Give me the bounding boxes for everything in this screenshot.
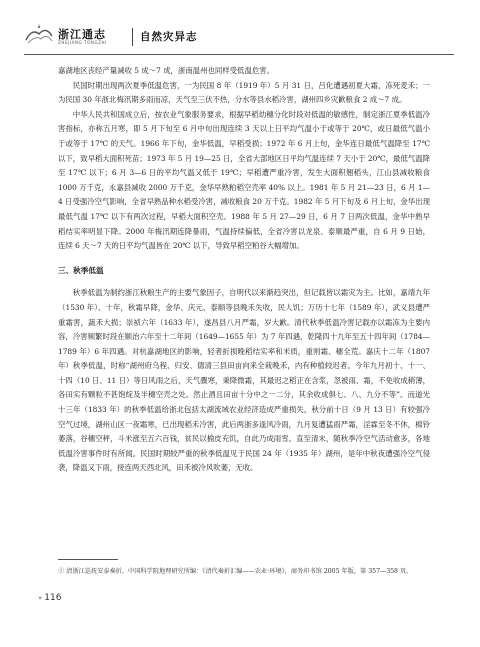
page-body (58, 64, 430, 476)
paragraph-prc-era: 中华人民共和国成立后，按农业气象服务要求，根据早稻幼穗分化时段对低温的敏感性，制定浙江夏季低温冷害指标，亦称五月寒，即 5 月下旬至 6 月中旬出现连续 3 天以上日平均气温小于或等于 20℃，或日最低气温小于或等于 17℃ 的天气。1966 年下旬，金华低温，早稻受损；1972 年 6 月上旬，金华连日最低气温降至 17℃ 以下，致早稻大面积死苗；1973 年 5 月 19—25 日，全省大部地区日平均气温连续 7 天小于 20℃，最低气温降至 17℃ 以下；6 月 3—6 日的平均气温又低于 19℃；早稻遭严重冷害，发生大面积翘稻头，江山县减收粮食 1000 万千克，永嘉县减收 2000 万千克，金华早熟粕稻空壳率 40% 以上。1981 年 5 月 21—23 日，6 月 1—4 日受强冷空气影响，全省早熟品种水稻受冷害，减收粮食 20 万千克。1982 年 5 月下旬及 6 月上旬，金华出现最低气温 17℃ 以下有两次过程，早稻大面积空壳。1988 年 5 月 27—29 日，6 月 7 日两次低温，金华中熟早稻结实率明显下降。2000 年梅汛期连降暴雨，气温持续偏低，全省冷害以龙泉、泰顺最严重，自 6 月 9 日始，连续 6 天～7 天的日平均气温皆在 20℃ 以下，导致早稻空粕谷大幅增加。 (58, 109, 430, 251)
paragraph-continuation: 嘉湖地区丧经产量减收 5 成～7 成，浙南温州也同样受低温危害。 (58, 66, 275, 75)
paragraph-republic-era: 民国时期出现两次夏季低温危害，一为民国 8 年（1919 年）5 月 31 日，吕化遭遇初夏大霜，冻死麦禾；一为民国 30 年浙北梅汛期多雨而凉，天气至三伏不热，分水等县水稻冷害，湖州四乡灾歉粮食 2 成～7 成。 (58, 80, 430, 105)
header-separator (132, 28, 133, 46)
logo-subtitle: ZHEJIANG TONGZHI (58, 40, 107, 45)
logo-title: 浙江通志 (58, 28, 106, 41)
folio-chevron-icon: » (38, 594, 43, 602)
section-heading: 三、秋季低温 (58, 265, 104, 275)
footnote: ① 清浙江巡抚安泰奏折，中国科学院地理研究所编：《清代奏折汇编——农业·环境》，商务印书馆 2005 年版，第 357—358 页。 (58, 568, 413, 575)
page-folio (38, 593, 61, 603)
footnote-rule (58, 559, 118, 560)
page-header (24, 20, 454, 55)
running-section-title: 自然灾异志 (140, 31, 198, 43)
book-series-logo-icon (24, 22, 54, 46)
paragraph-autumn-low-temp: 秋季低温为制约浙江秋粮生产的主要气象因子，自明代以来渐趋突出，但记载皆以霜灾为主。比如，嘉靖九年（1530 年）、十年，秋霜早降，金华、庆元、泰顺等县晚禾失收，民人饥；万历十七年（1589 年），武义县遭严重霜害，蔬禾大损；崇祯六年（1633 年），遂昌县八月严霜，岁大歉。清代秋季低温冷害记载亦以霜冻为主要内容，冷害频繁时段在顺治六年至十二年间（1649—1655 年）为 7 年四遇，乾隆四十九年至五十四年间（1784—1789 年）6 年四遇。对杭嘉湖地区的影响，轻者折损晚稻结实率和米质，重则霜、穗全荒。嘉庆十二年（1807 年）秋季低温，时称“湖州府乌程、归安、德清三县田亩向来全栽晚禾，内有种植较迟者。今年九月初十、十一、十四（10 日、11 日）等日风雨之后，天气骤寒，秉降微霜，其最迟之稻正在含浆，忽被雨、霜，不免收成稍薄，各田实有颗粒不甚饱绽及半穗空壳之处。然止酒且田亩十分中之一二分，其余收成俱七、八、九分不等”。而道光十三年（1833 年）的秋季低温给浙北包括太湖流域农业经济造成严重损失，秋分前十日（9 月 13 日）有较强冷空气过境，湖州山区一夜霜寒，已出现稻禾冷害，此后两浙多逢风冷雨，九月复遭猛雨严霜，淫霖至冬不休，棉铃萎落，谷穗空秤，斗米涨至五六百钱，贫民以榆皮充饥，自此乃成雨雪。直至清末，随秋季冷空气活动愈多，各地低温冷害事件时有所闻。民国时期较严重的秋季低温见于民国 24 年（1935 年）湖州，是年中秋夜遭强冷空气侵袭，降温又下雨，接连两天西北风，田禾被冷风吹萎，无收。 (58, 288, 430, 473)
page-number: 116 (44, 593, 62, 603)
